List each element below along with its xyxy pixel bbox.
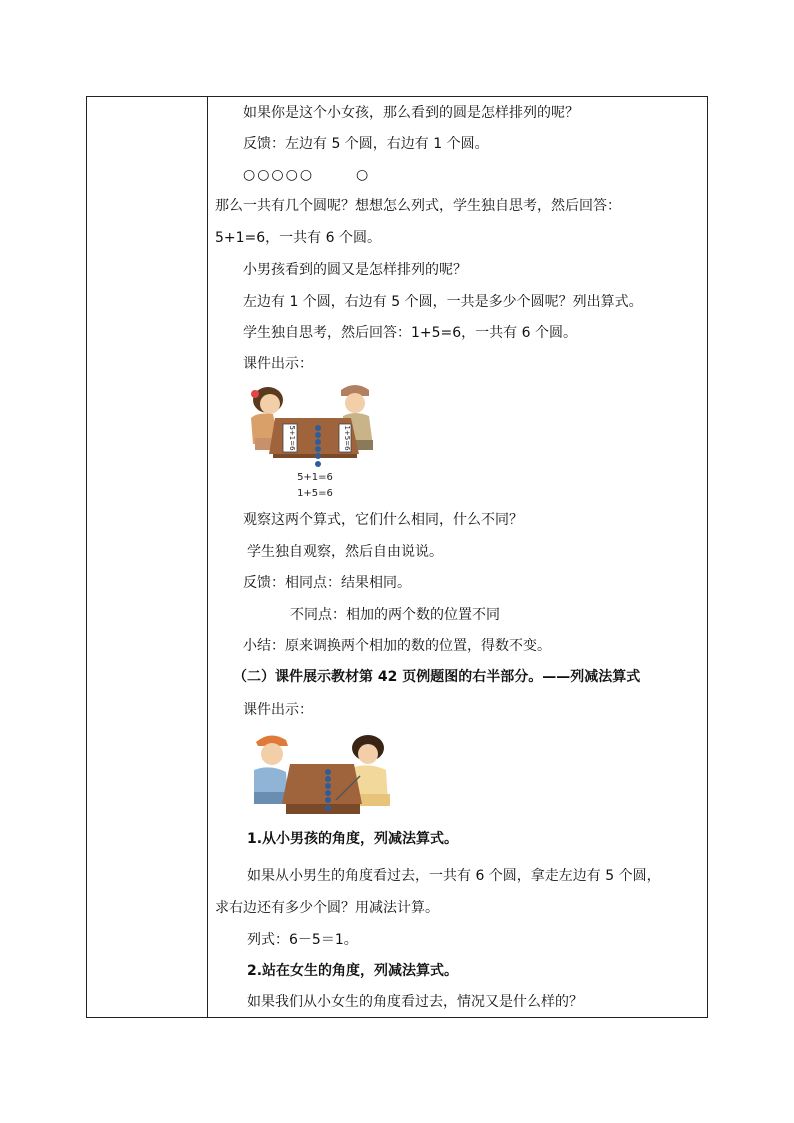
observe-instruction: 学生独自观察，然后自由说说。	[247, 544, 443, 560]
question-boy-sum: 左边有 1 个圆，右边有 5 个圆，一共是多少个圆呢？列出算式。	[243, 294, 643, 310]
circles-left: ○○○○○	[243, 167, 315, 183]
girl-angle-question: 如果我们从小女生的角度看过去，情况又是什么样的？	[247, 994, 583, 1010]
boy-angle-text-2: 求右边还有多少个圆？用减法计算。	[215, 900, 439, 916]
question-girl-view: 如果你是这个小女孩，那么看到的圆是怎样排列的呢？	[243, 105, 579, 121]
svg-text:5+1=6: 5+1=6	[288, 425, 296, 451]
courseware-label-2: 课件出示：	[243, 702, 313, 718]
svg-text:1+5=6: 1+5=6	[343, 425, 351, 451]
summary: 小结：原来调换两个相加的数的位置，得数不变。	[243, 638, 551, 654]
illustration-children-addition	[243, 378, 388, 503]
boy-angle-text-1: 如果从小男生的角度看过去，一共有 6 个圆，拿走左边有 5 个圆，	[247, 868, 661, 884]
equation-1-plus-5: 1+5=6	[297, 488, 333, 499]
feedback-different: 不同点：相加的两个数的位置不同	[290, 607, 500, 623]
feedback-same: 反馈：相同点：结果相同。	[243, 575, 411, 591]
boy-figure-2	[254, 735, 288, 804]
subtraction-formula: 列式：6－5＝1。	[247, 932, 358, 948]
illustration-children-subtraction	[248, 728, 396, 818]
answer-boy-sum: 学生独自思考，然后回答：1+5=6，一共有 6 个圆。	[243, 325, 577, 341]
section-heading-2: （二）课件展示教材第 42 页例题图的右半部分。——列减法算式	[233, 669, 641, 685]
courseware-label-1: 课件出示：	[243, 356, 313, 372]
subheading-girl-angle: 2.站在女生的角度，列减法算式。	[247, 963, 459, 979]
question-total: 那么一共有几个圆呢？想想怎么列式，学生独自思考，然后回答：	[215, 198, 621, 214]
circles-right: ○	[356, 167, 369, 183]
subheading-boy-angle: 1.从小男孩的角度，列减法算式。	[247, 831, 459, 847]
observe-question: 观察这两个算式，它们什么相同，什么不同？	[243, 512, 523, 528]
column-divider	[207, 97, 208, 1017]
equation-5-plus-1: 5+1=6	[297, 472, 333, 483]
question-boy-view: 小男孩看到的圆又是怎样排列的呢？	[243, 262, 467, 278]
answer-total: 5+1=6，一共有 6 个圆。	[215, 230, 381, 246]
feedback-1: 反馈：左边有 5 个圆，右边有 1 个圆。	[243, 136, 489, 152]
